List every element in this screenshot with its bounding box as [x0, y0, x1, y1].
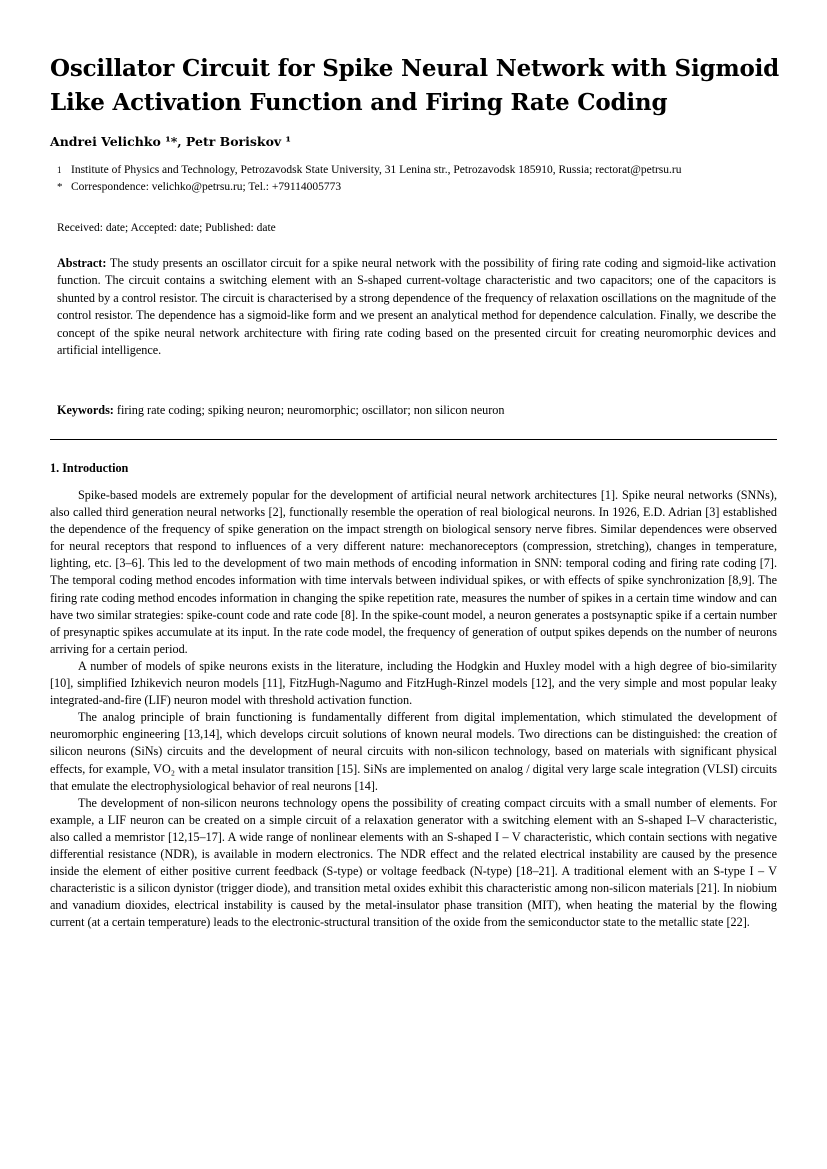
keywords [57, 403, 776, 418]
keywords-text: firing rate coding; spiking neuron; neuromorphic; oscillator; non silicon neuron [113, 403, 505, 417]
affiliation-text: Institute of Physics and Technology, Petrozavodsk State University, 31 Lenina str., Petrozavodsk 185910, Russia; rectorat@petrsu.ru [71, 164, 682, 176]
paper-title: Oscillator Circuit for Spike Neural Network with Sigmoid Like Activation Function and Firing Rate Coding [50, 55, 780, 116]
body-text [50, 487, 777, 931]
publication-dates: Received: date; Accepted: date; Published: date [57, 222, 276, 234]
abstract [57, 255, 776, 359]
body-paragraph: Spike-based models are extremely popular for the development of artificial neural network architectures [1]. Spike neural networks (SNNs), also called third generation neural networks [2], functionally resemble the operation of real biological neurons. In 1926, E.D. Adrian [3] established the dependence of the frequency of spike generation on the impact strength on biological sensory nerve fibres. Similar dependences were observed for neural receptors that respond to influences of a very different nature: mechanoreceptors (compression, stretching), changes in temperature, lighting, etc. [3–6]. This led to the development of two main methods of encoding information in SNN: temporal coding and firing rate coding [7]. The temporal coding method encodes information with time intervals between individual spikes, or with effects of spike synchronization [8,9]. The firing rate coding method encodes information in changing the spike repetition rate, measures the number of spikes in a certain time window and can have two similar strategies: spike-count code and rate code [8]. In the spike-count model, a neuron generates a postsynaptic spike if a certain number of presynaptic spikes accumulate at its input. In the rate code model, the frequency of generation of output spikes depends on the number of neurons arriving for a certain period. [50, 488, 777, 656]
body-paragraph: The development of non-silicon neurons technology opens the possibility of creating compact circuits with a small number of elements. For example, a LIF neuron can be created on a simple circuit of a relaxation generator with a switching element with an S-shaped I–V characteristic, also called a memristor [12,15–17]. A wide range of nonlinear elements with an S-shaped I – V characteristic, which contain sections with negative differential resistance (NDR), is available in modern electronics. The NDR effect and the related electrical instability are caused by the presence inside the element of either positive current feedback (S-type) or voltage feedback (N-type) [18–21]. A traditional element with an S-type I – V characteristic is a silicon dynistor (trigger diode), and transition metal oxides exhibit this characteristic among non-silicon materials [21]. In niobium and vanadium dioxides, electrical instability is caused by the metal-insulator phase transition (MIT), when heating the material by the flowing current (at a certain temperature) leads to the electronic-structural transition of the oxide from the semiconductor state to the metallic state [22]. [50, 795, 777, 930]
keywords-label: Keywords: [57, 403, 114, 417]
correspondence-mark: * [57, 181, 63, 193]
affiliation-block [57, 162, 757, 196]
body-paragraph: A number of models of spike neurons exists in the literature, including the Hodgkin and Huxley model with a high degree of bio-similarity [10], simplified Izhikevich neuron models [11], FitzHugh-Nagumo and FitzHugh-Rinzel models [12], and the very simple and most popular leaky integrated-and-fire (LIF) neuron model with threshold activation function. [50, 658, 777, 708]
section-heading: 1. Introduction [50, 461, 129, 475]
affiliation-item [57, 162, 757, 179]
correspondence-item [57, 179, 757, 196]
abstract-text: The study presents an oscillator circuit for a spike neural network with the possibility of firing rate coding and sigmoid-like activation function. The circuit contains a switching element with an S-shaped current-voltage characteristic and two capacitors; one of the capacitors is shunted by a control resistor. The circuit is characterised by a strong dependence of the frequency of relaxation oscillations on the magnitude of the control resistor. The dependence has a sigmoid-like form and we present an analytical method for dependence calculation. Finally, we describe the concept of the spike neural network architecture with firing rate coding based on the presented circuit for creating neuromorphic devices and artificial intelligence. [57, 256, 776, 358]
correspondence-text: Correspondence: velichko@petrsu.ru; Tel.: +79114005773 [71, 181, 342, 193]
affiliation-mark: 1 [57, 165, 62, 175]
section-divider [50, 439, 777, 440]
author-list: Andrei Velichko ¹*, Petr Boriskov ¹ [50, 134, 292, 149]
abstract-label: Abstract: [57, 256, 107, 270]
body-paragraph: The analog principle of brain functioning is fundamentally different from digital implementation, which stimulated the development of neuromorphic engineering [13,14], which develops circuit solutions of known neural models. Two directions can be distinguished: the creation of silicon neurons (SiNs) circuits and the development of neural circuits with non-silicon technology, based on materials with significant physical effects, for example, VO₂ with a metal insulator transition [15]. SiNs are implemented on analog / digital very large scale integration (VLSI) circuits that emulate the electrophysiological behavior of real neurons [14]. [50, 710, 777, 793]
